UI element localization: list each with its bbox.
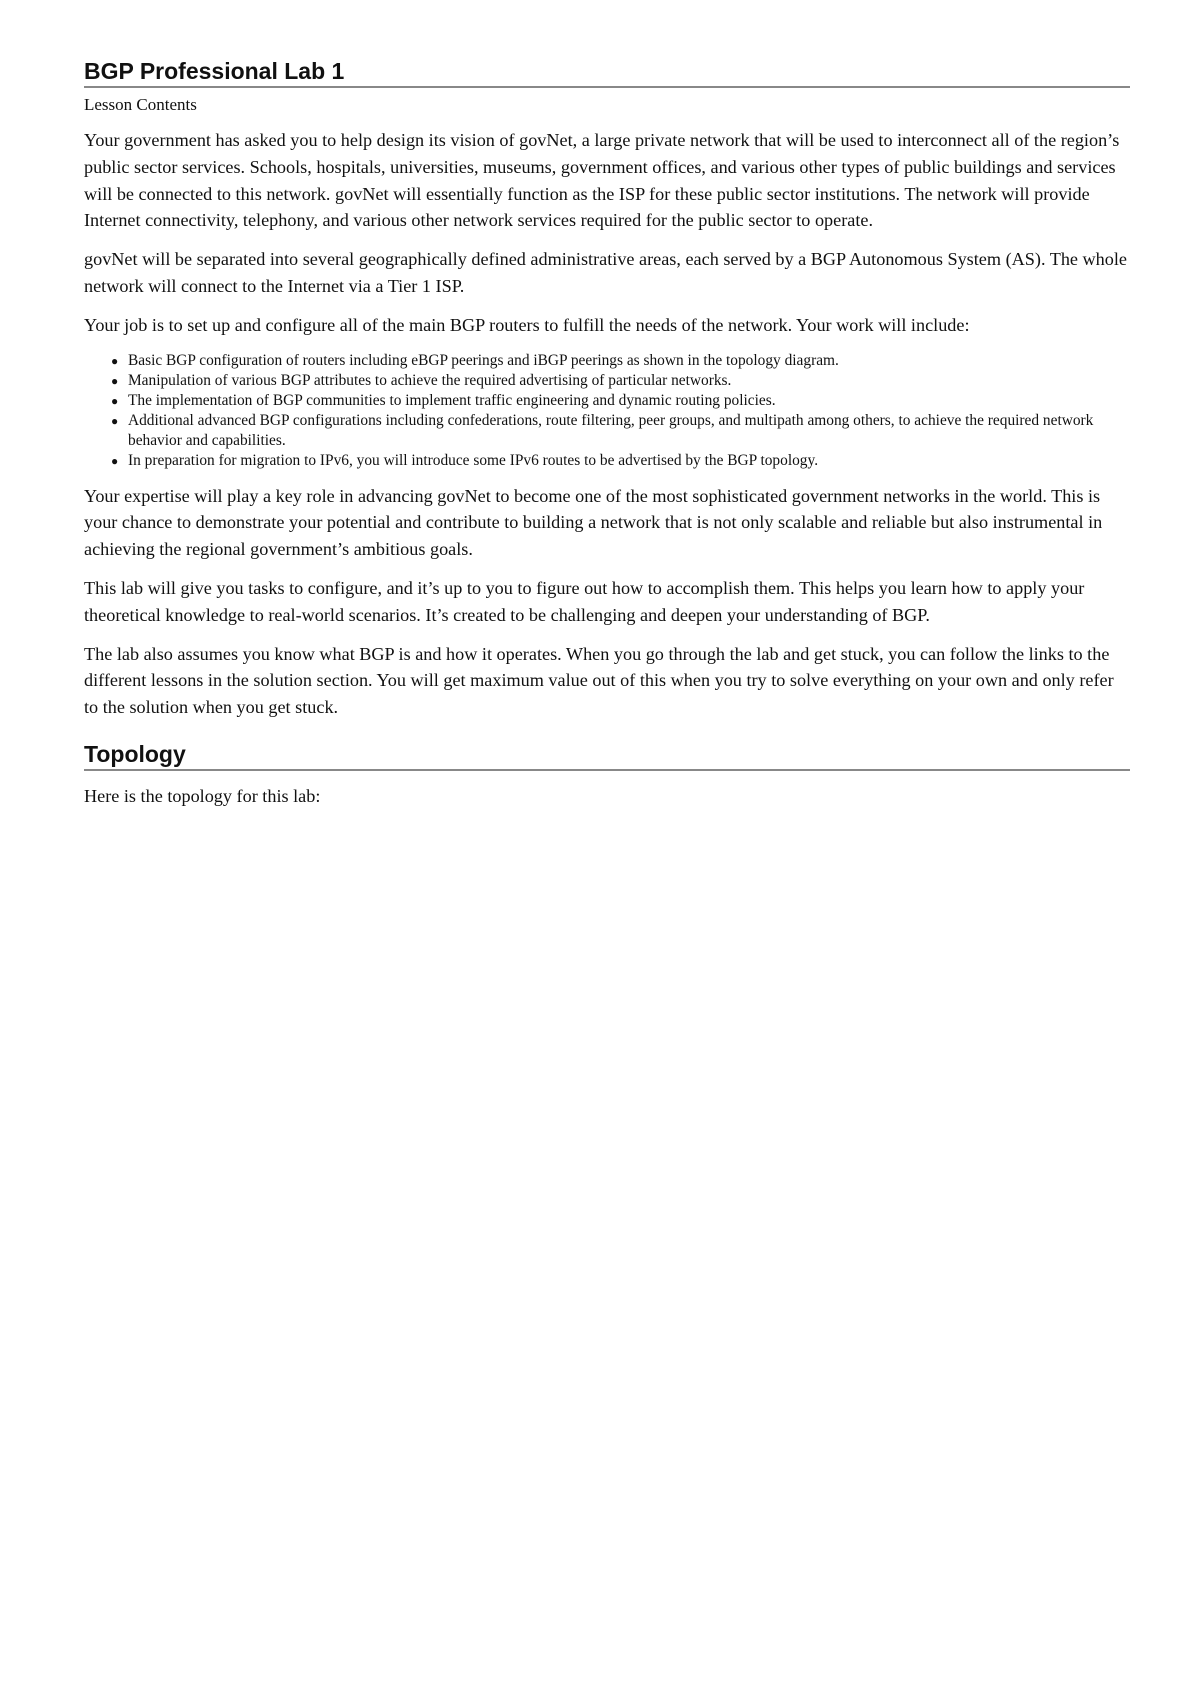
task-list-item: [111, 451, 1130, 471]
topology-intro-text: Here is the topology for this lab:: [84, 785, 321, 806]
document-page: [84, 56, 1130, 820]
body-paragraph-3: The lab also assumes you know what BGP is and how it operates. When you go through the lab and get stuck, you can follow the links to the different lessons in the solution section. You will get maximum value out of this when you try to solve everything on your own and only refer to the solution when you get stuck.: [84, 643, 1114, 718]
bullet-icon: ●: [111, 393, 119, 408]
bullet-icon: ●: [111, 413, 119, 428]
topology-heading: Topology: [84, 739, 1130, 771]
task-text: Additional advanced BGP configurations including confederations, route filtering, peer groups, and multipath among others, to achieve the required network behavior and capabilities.: [128, 411, 1094, 449]
intro-paragraph-2: govNet will be separated into several geographically defined administrative areas, each served by a BGP Autonomous System (AS). The whole network will connect to the Internet via a Tier 1 ISP.: [84, 249, 1127, 296]
task-list-item: [111, 351, 1130, 371]
intro-paragraph-3: Your job is to set up and configure all of the main BGP routers to fulfill the needs of the network. Your work will include:: [84, 314, 970, 335]
intro-paragraph-1: Your government has asked you to help design its vision of govNet, a large private network that will be used to interconnect all of the region’s public sector services. Schools, hospitals, universities, museums, government offices, and various other types of public buildings and services will be connected to this network. govNet will essentially function as the ISP for these public sector institutions. The network will provide Internet connectivity, telephony, and various other network services required for the public sector to operate.: [84, 130, 1120, 231]
bullet-icon: ●: [111, 353, 119, 368]
task-text: Basic BGP configuration of routers including eBGP peerings and iBGP peerings as shown in the topology diagram.: [128, 351, 839, 369]
task-list-item: [111, 391, 1130, 411]
bullet-icon: ●: [111, 453, 119, 468]
task-list-item: [111, 371, 1130, 391]
body-paragraph-2: This lab will give you tasks to configure, and it’s up to you to figure out how to accomplish them. This helps you learn how to apply your theoretical knowledge to real-world scenarios. It’s created to be challenging and deepen your understanding of BGP.: [84, 577, 1085, 625]
lesson-contents-label: Lesson Contents: [84, 95, 197, 114]
body-paragraph-1: Your expertise will play a key role in advancing govNet to become one of the most sophisticated government networks in the world. This is your chance to demonstrate your potential and contribute to building a network that is not only scalable and reliable but also instrumental in achieving the regional government’s ambitious goals.: [84, 485, 1103, 560]
bullet-icon: ●: [111, 373, 119, 388]
task-list: [84, 351, 1130, 471]
page-title: BGP Professional Lab 1: [84, 56, 1130, 88]
task-text: The implementation of BGP communities to implement traffic engineering and dynamic routing policies.: [128, 391, 776, 409]
topology-diagram-placeholder: [84, 810, 1130, 820]
task-text: In preparation for migration to IPv6, you will introduce some IPv6 routes to be advertised by the BGP topology.: [128, 451, 819, 469]
task-list-item: [111, 411, 1130, 451]
task-text: Manipulation of various BGP attributes to achieve the required advertising of particular networks.: [128, 371, 732, 389]
